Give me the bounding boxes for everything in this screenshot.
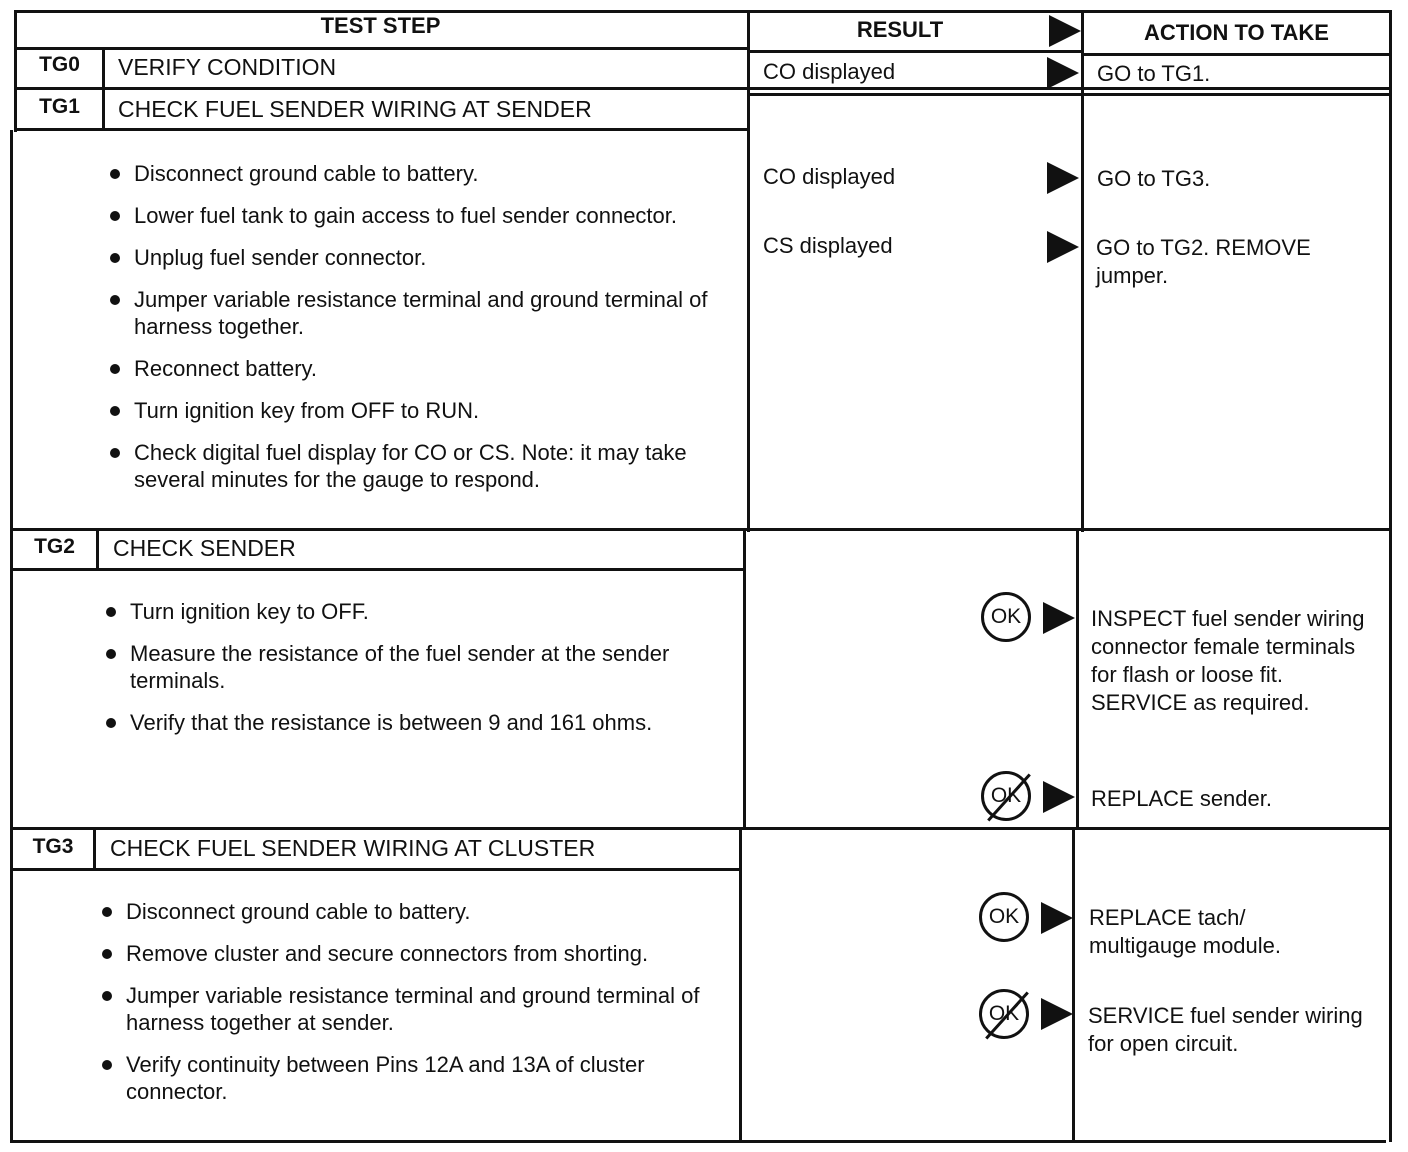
arrow-icon: [1047, 162, 1079, 194]
list-item: Unplug fuel sender connector.: [108, 244, 728, 271]
step-list: [100, 898, 700, 1120]
list-item: Turn ignition key to OFF.: [104, 598, 704, 625]
step-id: TG2: [34, 535, 75, 558]
header-result: RESULT: [856, 17, 944, 42]
step-id: TG1: [39, 95, 80, 118]
list-item: Turn ignition key from OFF to RUN.: [108, 397, 728, 424]
header-test-step: TEST STEP: [320, 13, 441, 38]
list-item: Check digital fuel display for CO or CS. Note: it may take several minutes for the gauge to respond.: [108, 439, 728, 493]
arrow-icon: [1041, 902, 1073, 934]
list-item: Measure the resistance of the fuel sender at the sender terminals.: [104, 640, 704, 694]
arrow-icon: [1043, 781, 1075, 813]
list-item: Jumper variable resistance terminal and ground terminal of harness together.: [108, 286, 728, 340]
not-ok-icon: OK: [979, 989, 1029, 1039]
arrow-icon: [1047, 231, 1079, 263]
ok-icon: OK: [979, 892, 1029, 942]
step-id: TG0: [39, 53, 80, 76]
list-item: Disconnect ground cable to battery.: [108, 160, 728, 187]
list-item: Verify that the resistance is between 9 and 161 ohms.: [104, 709, 704, 736]
result-text: CS displayed: [763, 233, 893, 258]
step-list: [108, 160, 728, 508]
action-text: GO to TG3.: [1097, 166, 1211, 191]
ok-icon: OK: [981, 592, 1031, 642]
not-ok-icon: OK: [981, 771, 1031, 821]
step-title: CHECK FUEL SENDER WIRING AT SENDER: [118, 96, 592, 122]
list-item: Lower fuel tank to gain access to fuel sender connector.: [108, 202, 728, 229]
step-id: TG3: [32, 835, 74, 858]
action-text: REPLACE sender.: [1091, 786, 1272, 811]
action-text: INSPECT fuel sender wiring connector female terminals for flash or loose fit. SERVICE as required.: [1091, 606, 1365, 715]
step-title: VERIFY CONDITION: [118, 54, 337, 80]
list-item: Disconnect ground cable to battery.: [100, 898, 700, 925]
list-item: Remove cluster and secure connectors from shorting.: [100, 940, 700, 967]
header-arrow-icon: [1049, 15, 1081, 47]
arrow-icon: [1041, 998, 1073, 1030]
step-list: [104, 598, 704, 751]
step-title: CHECK SENDER: [113, 535, 296, 561]
action-text: GO to TG2. REMOVE jumper.: [1096, 235, 1311, 288]
action-text: REPLACE tach/ multigauge module.: [1089, 905, 1282, 958]
result-text: CO displayed: [763, 59, 896, 84]
arrow-icon: [1047, 57, 1079, 89]
list-item: Verify continuity between Pins 12A and 13A of cluster connector.: [100, 1051, 700, 1105]
step-title: CHECK FUEL SENDER WIRING AT CLUSTER: [110, 835, 596, 861]
result-text: CO displayed: [763, 164, 896, 189]
header-action: ACTION TO TAKE: [1144, 20, 1329, 45]
list-item: Reconnect battery.: [108, 355, 728, 382]
list-item: Jumper variable resistance terminal and ground terminal of harness together at sender.: [100, 982, 700, 1036]
action-text: GO to TG1.: [1097, 61, 1211, 86]
arrow-icon: [1043, 602, 1075, 634]
action-text: SERVICE fuel sender wiring for open circuit.: [1088, 1003, 1363, 1056]
